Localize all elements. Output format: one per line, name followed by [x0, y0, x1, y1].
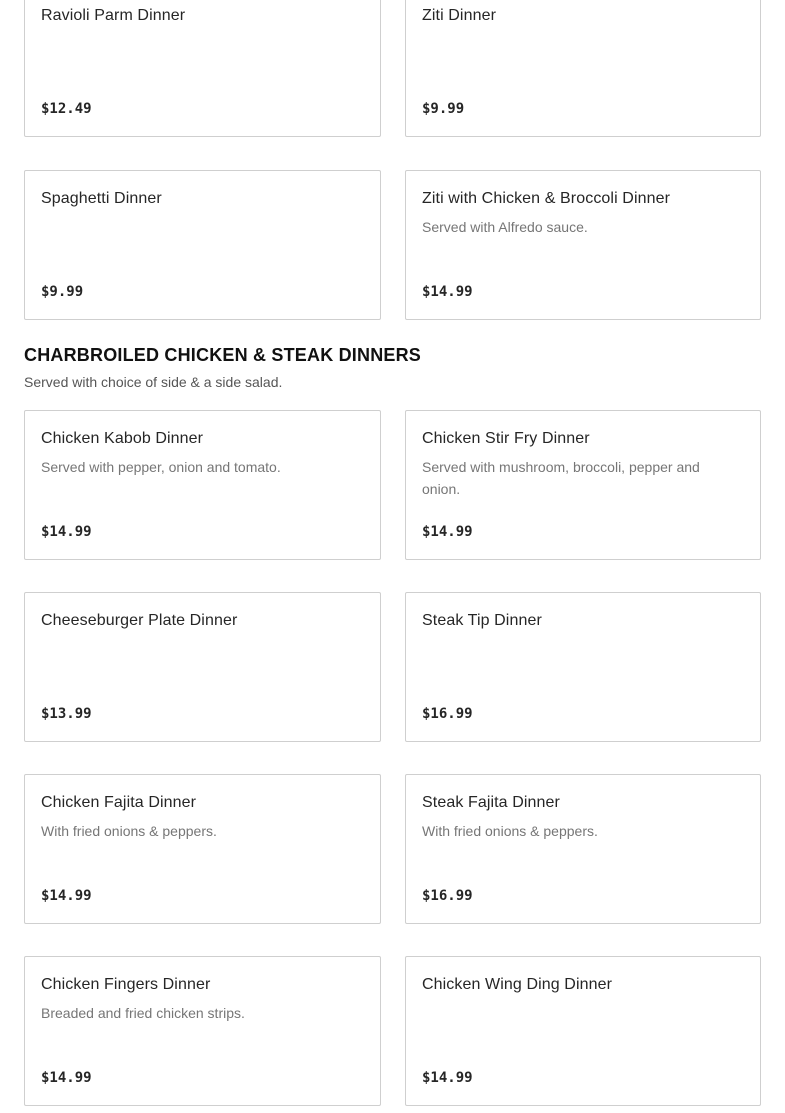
- item-price: $16.99: [422, 888, 473, 904]
- item-description: With fried onions & peppers.: [41, 823, 217, 839]
- section-subtitle: Served with choice of side & a side salad.: [24, 374, 283, 390]
- item-name: Steak Fajita Dinner: [422, 794, 560, 811]
- item-name: Cheeseburger Plate Dinner: [41, 612, 238, 629]
- item-name: Ravioli Parm Dinner: [41, 7, 186, 24]
- item-name: Chicken Wing Ding Dinner: [422, 976, 613, 993]
- menu-item-card[interactable]: [405, 956, 761, 1106]
- item-name: Chicken Fingers Dinner: [41, 976, 211, 993]
- item-name: Chicken Stir Fry Dinner: [422, 430, 590, 447]
- item-price: $16.99: [422, 706, 473, 722]
- menu-item-card[interactable]: [405, 592, 761, 742]
- item-name: Ziti with Chicken & Broccoli Dinner: [422, 190, 671, 207]
- item-description: Served with mushroom, broccoli, pepper and onion.: [422, 459, 700, 497]
- item-price: $14.99: [41, 524, 92, 540]
- section-title: CHARBROILED CHICKEN & STEAK DINNERS: [24, 345, 422, 365]
- item-description: With fried onions & peppers.: [422, 823, 598, 839]
- item-price: $9.99: [41, 284, 84, 300]
- item-price: $14.99: [422, 524, 473, 540]
- menu-item-card[interactable]: [24, 956, 381, 1106]
- item-price: $12.49: [41, 101, 92, 117]
- item-price: $13.99: [41, 706, 92, 722]
- item-description: Breaded and fried chicken strips.: [41, 1005, 245, 1021]
- item-name: Chicken Kabob Dinner: [41, 430, 204, 447]
- menu-item-card[interactable]: [405, 774, 761, 924]
- item-price: $14.99: [422, 1070, 473, 1086]
- menu-item-card[interactable]: [405, 170, 761, 320]
- item-price: $14.99: [41, 888, 92, 904]
- item-description: Served with pepper, onion and tomato.: [41, 459, 281, 475]
- item-price: $14.99: [41, 1070, 92, 1086]
- item-name: Chicken Fajita Dinner: [41, 794, 197, 811]
- menu-item-card[interactable]: [24, 774, 381, 924]
- menu-item-card[interactable]: [405, 0, 761, 137]
- menu-item-card[interactable]: [24, 0, 381, 137]
- menu-item-card[interactable]: [24, 592, 381, 742]
- menu-item-card[interactable]: [405, 410, 761, 560]
- item-price: $9.99: [422, 101, 465, 117]
- item-name: Steak Tip Dinner: [422, 612, 542, 629]
- menu-item-card[interactable]: [24, 170, 381, 320]
- item-name: Ziti Dinner: [422, 7, 497, 24]
- item-price: $14.99: [422, 284, 473, 300]
- item-description: Served with Alfredo sauce.: [422, 219, 588, 235]
- item-name: Spaghetti Dinner: [41, 190, 162, 207]
- menu-item-card[interactable]: [24, 410, 381, 560]
